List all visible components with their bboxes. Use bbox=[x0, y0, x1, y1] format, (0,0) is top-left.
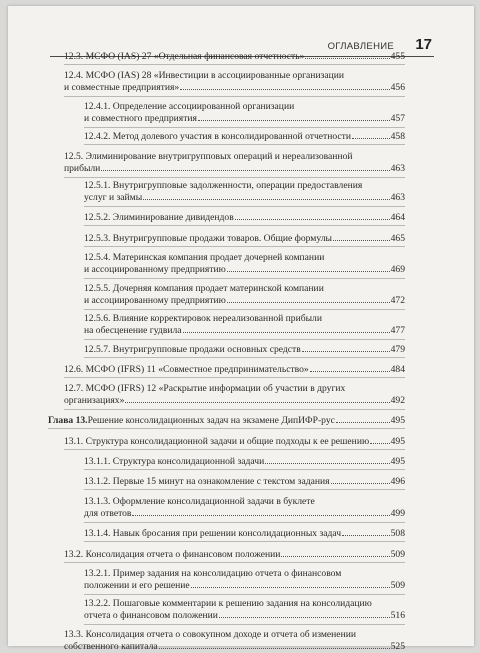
toc-entry bbox=[84, 252, 405, 276]
toc-entry bbox=[64, 435, 405, 447]
toc-page-number: 463 bbox=[390, 192, 405, 204]
dot-leader bbox=[342, 527, 390, 536]
toc-entry-line bbox=[84, 232, 405, 244]
toc-entry-line bbox=[84, 579, 405, 591]
toc-entry-title: 13.2. Консолидация отчета о финансовом положении bbox=[64, 549, 281, 560]
entry-divider bbox=[84, 127, 405, 128]
dot-leader bbox=[125, 394, 389, 403]
toc-entry bbox=[84, 211, 405, 223]
toc-entry-title: и совместного предприятия bbox=[84, 113, 197, 125]
toc-entry-line bbox=[64, 151, 405, 162]
toc-entry-line bbox=[48, 414, 405, 426]
toc-entry-title: отчета о финансовом положении bbox=[84, 610, 218, 622]
toc-entry-line bbox=[64, 435, 405, 447]
toc-entry-title: собственного капитала bbox=[64, 641, 158, 653]
toc-entry-title: 13.2.1. Пример задания на консолидацию отчета о финансовом bbox=[84, 568, 342, 579]
toc-entry-title: 12.4. МСФО (IAS) 28 «Инвестиции в ассоциированные организации bbox=[64, 70, 345, 81]
dot-leader bbox=[180, 81, 389, 90]
toc-entry-line bbox=[84, 263, 405, 275]
toc-entry bbox=[64, 151, 405, 175]
toc-entry-line bbox=[64, 629, 405, 640]
toc-entry-title: и совместные предприятия» bbox=[64, 82, 180, 94]
toc-entry-title: и ассоциированному предприятию bbox=[84, 295, 226, 307]
toc-entry-line bbox=[84, 313, 405, 324]
toc-page-number: 477 bbox=[390, 325, 405, 337]
toc-entry-line bbox=[84, 527, 405, 539]
entry-divider bbox=[84, 225, 405, 226]
toc-entry-line bbox=[64, 81, 405, 93]
toc-entry-title: 12.5.2. Элиминирование дивидендов bbox=[84, 212, 234, 223]
dot-leader bbox=[302, 343, 390, 352]
dot-leader bbox=[333, 232, 390, 241]
dot-leader bbox=[159, 640, 390, 649]
entry-divider bbox=[64, 449, 405, 450]
dot-leader bbox=[227, 294, 390, 303]
toc-entry-title: прибыли bbox=[64, 163, 101, 175]
toc-entry-line bbox=[64, 640, 405, 652]
toc-page-number: 496 bbox=[390, 476, 405, 487]
toc-entry-title: 13.3. Консолидация отчета о совокупном доходе и отчета об изменении bbox=[64, 629, 356, 640]
toc-entry-title: 12.5.6. Влияние корректировок нереализованной прибыли bbox=[84, 313, 322, 324]
entry-divider bbox=[84, 469, 405, 470]
toc-entry-title: услуг и займы bbox=[84, 192, 143, 204]
toc-entry-line bbox=[84, 112, 405, 124]
toc-entry-title: 12.5.5. Дочерняя компания продает материнской компании bbox=[84, 283, 324, 294]
toc-entry-title: 12.5.4. Материнская компания продает дочерней компании bbox=[84, 252, 325, 263]
toc-page-number: 464 bbox=[390, 212, 405, 223]
toc-entry-line bbox=[84, 130, 405, 142]
page-number: 17 bbox=[415, 36, 432, 53]
toc-entry bbox=[84, 232, 405, 244]
toc-entry-line bbox=[84, 294, 405, 306]
toc-entry-title: 12.7. МСФО (IFRS) 12 «Раскрытие информации об участии в других bbox=[64, 383, 346, 394]
toc-entry-line bbox=[84, 568, 405, 579]
toc-entry bbox=[48, 414, 405, 426]
toc-page-number: 508 bbox=[390, 528, 405, 539]
toc-entry-line bbox=[84, 507, 405, 519]
toc-entry-line bbox=[84, 324, 405, 336]
toc-page-number: 509 bbox=[390, 549, 405, 560]
toc-entry bbox=[84, 496, 405, 520]
dot-leader bbox=[235, 211, 390, 220]
entry-divider bbox=[64, 377, 405, 378]
dot-leader bbox=[331, 475, 390, 484]
toc-entry-title: 12.5. Элиминирование внутригрупповых операций и нереализованной bbox=[64, 151, 353, 162]
toc-entry bbox=[64, 629, 405, 653]
toc-page-number: 456 bbox=[390, 82, 405, 94]
entry-divider bbox=[64, 409, 405, 410]
toc-page-number: 457 bbox=[390, 113, 405, 125]
entry-divider bbox=[84, 278, 405, 279]
toc-entry-line bbox=[84, 598, 405, 609]
toc-entry-title: Решение консолидационных задач на экзамене ДипИФР-рус bbox=[87, 415, 335, 426]
entry-divider bbox=[84, 309, 405, 310]
toc-page-number: 509 bbox=[390, 580, 405, 592]
toc-entry-line bbox=[64, 383, 405, 394]
toc-entry-title: 13.1.1. Структура консолидационной задачи bbox=[84, 456, 265, 467]
toc-entry bbox=[84, 130, 405, 142]
dot-leader bbox=[198, 112, 390, 121]
toc-entry bbox=[84, 598, 405, 622]
toc-entry-line bbox=[64, 162, 405, 174]
toc-entry-line bbox=[64, 50, 405, 62]
entry-divider bbox=[84, 206, 405, 207]
entry-divider bbox=[84, 144, 405, 145]
toc-page-number: 455 bbox=[390, 51, 405, 62]
chapter-label: Глава 13. bbox=[48, 415, 88, 426]
toc-entry-title: 12.5.1. Внутригрупповые задолженности, операции предоставления bbox=[84, 180, 363, 191]
entry-divider bbox=[84, 357, 405, 358]
toc-entry-line bbox=[84, 475, 405, 487]
entry-divider bbox=[84, 339, 405, 340]
toc-entry-line bbox=[84, 283, 405, 294]
toc-page-number: 516 bbox=[390, 610, 405, 622]
toc-entry-title: 12.5.3. Внутригрупповые продажи товаров. Общие формулы bbox=[84, 233, 332, 244]
toc-entry-title: на обесценение гудвила bbox=[84, 325, 182, 337]
toc-entry-line bbox=[64, 70, 405, 81]
toc-entry-title: 12.4.1. Определение ассоциированной организации bbox=[84, 101, 295, 112]
dot-leader bbox=[352, 130, 390, 139]
toc-entry-title: 12.6. МСФО (IFRS) 11 «Совместное предпринимательство» bbox=[64, 364, 309, 375]
entry-divider bbox=[84, 489, 405, 490]
dot-leader bbox=[219, 609, 390, 618]
dot-leader bbox=[370, 435, 389, 444]
toc-page-number: 492 bbox=[390, 395, 405, 407]
toc-entry-title: 12.5.7. Внутригрупповые продажи основных средств bbox=[84, 344, 301, 355]
toc-entry bbox=[84, 455, 405, 467]
dot-leader bbox=[101, 162, 389, 171]
table-of-contents bbox=[8, 6, 474, 653]
toc-entry-line bbox=[84, 191, 405, 203]
toc-entry-title: организациях» bbox=[64, 395, 125, 407]
entry-divider bbox=[64, 177, 405, 178]
toc-entry-title: 13.2.2. Пошаговые комментарии к решению задания на консолидацию bbox=[84, 598, 372, 609]
toc-entry bbox=[84, 283, 405, 307]
toc-page-number: 495 bbox=[390, 415, 405, 426]
toc-entry bbox=[84, 475, 405, 487]
toc-page-number: 469 bbox=[390, 264, 405, 276]
entry-divider bbox=[64, 64, 405, 65]
toc-page-number: 463 bbox=[390, 163, 405, 175]
toc-entry-line bbox=[84, 211, 405, 223]
toc-entry-title: для ответов bbox=[84, 508, 132, 520]
entry-divider bbox=[84, 624, 405, 625]
toc-entry-title: 13.1. Структура консолидационной задачи и общие подходы к ее решению bbox=[64, 436, 370, 447]
toc-page-number: 495 bbox=[390, 456, 405, 467]
dot-leader bbox=[227, 263, 390, 272]
toc-entry bbox=[84, 568, 405, 592]
toc-page-number: 525 bbox=[390, 641, 405, 653]
dot-leader bbox=[183, 324, 390, 333]
toc-page-number: 472 bbox=[390, 295, 405, 307]
toc-entry bbox=[64, 383, 405, 407]
toc-entry-title: 12.4.2. Метод долевого участия в консолидированной отчетности bbox=[84, 131, 351, 142]
toc-entry bbox=[84, 343, 405, 355]
toc-entry-title: и ассоциированному предприятию bbox=[84, 264, 226, 276]
dot-leader bbox=[143, 191, 389, 200]
toc-entry-line bbox=[84, 496, 405, 507]
entry-divider bbox=[84, 541, 405, 542]
toc-entry-line bbox=[84, 609, 405, 621]
toc-page-number: 499 bbox=[390, 508, 405, 520]
toc-entry bbox=[64, 548, 405, 560]
dot-leader bbox=[305, 50, 389, 59]
toc-entry-line bbox=[84, 252, 405, 263]
toc-entry bbox=[84, 180, 405, 204]
toc-page-number: 465 bbox=[390, 233, 405, 244]
toc-entry-line bbox=[64, 394, 405, 406]
toc-page-number: 458 bbox=[390, 131, 405, 142]
toc-entry bbox=[84, 313, 405, 337]
entry-divider bbox=[48, 428, 405, 429]
dot-leader bbox=[281, 548, 389, 557]
entry-divider bbox=[84, 594, 405, 595]
dot-leader bbox=[336, 414, 390, 423]
toc-page-number: 495 bbox=[390, 436, 405, 447]
dot-leader bbox=[132, 507, 389, 516]
toc-entry bbox=[64, 363, 405, 375]
entry-divider bbox=[84, 246, 405, 247]
dot-leader bbox=[191, 579, 390, 588]
toc-entry-line bbox=[84, 101, 405, 112]
toc-page-number: 484 bbox=[390, 364, 405, 375]
toc-entry-title: 13.1.4. Навык бросания при решении консолидационных задач bbox=[84, 528, 342, 539]
dot-leader bbox=[310, 363, 390, 372]
toc-entry-line bbox=[64, 548, 405, 560]
toc-entry-line bbox=[84, 343, 405, 355]
toc-entry-line bbox=[84, 455, 405, 467]
toc-page-number: 479 bbox=[390, 344, 405, 355]
toc-entry bbox=[84, 101, 405, 125]
entry-divider bbox=[64, 96, 405, 97]
toc-entry bbox=[64, 70, 405, 94]
dot-leader bbox=[265, 455, 389, 464]
toc-entry-title: 13.1.2. Первые 15 минут на ознакомление с текстом задания bbox=[84, 476, 330, 487]
toc-entry bbox=[84, 527, 405, 539]
running-title: ОГЛАВЛЕНИЕ bbox=[327, 41, 394, 52]
book-page bbox=[8, 6, 474, 653]
toc-entry-title: 13.1.3. Оформление консолидационной задачи в буклете bbox=[84, 496, 315, 507]
toc-entry-title: положении и его решение bbox=[84, 580, 190, 592]
toc-entry-line bbox=[84, 180, 405, 191]
entry-divider bbox=[64, 562, 405, 563]
toc-entry-line bbox=[64, 363, 405, 375]
toc-entry-title: 12.3. МСФО (IAS) 27 «Отдельная финансовая отчетность» bbox=[64, 51, 305, 62]
toc-entry bbox=[64, 50, 405, 62]
entry-divider bbox=[84, 522, 405, 523]
